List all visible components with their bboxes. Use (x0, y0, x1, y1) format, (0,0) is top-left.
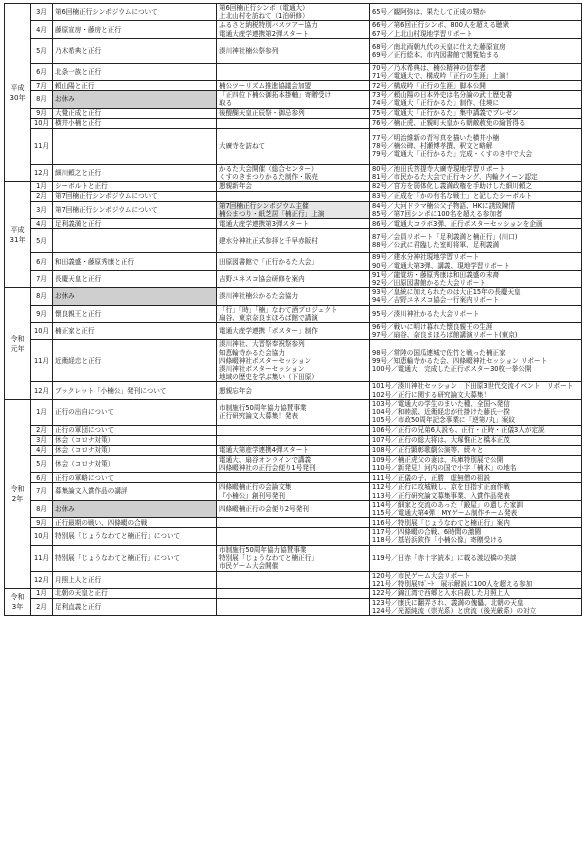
era-line: 令和 (10, 484, 25, 493)
topic-cell: 足利義満と正行 (53, 219, 217, 229)
era-cell (5, 588, 31, 615)
month-cell: 8月 (31, 288, 53, 305)
issue-cell (370, 473, 582, 483)
issue-cell (370, 598, 582, 615)
table-row (5, 4, 582, 21)
table-row (5, 571, 582, 588)
topic-cell (53, 128, 217, 164)
topic-cell: 第7回楠正行シンポジウムについて (53, 202, 217, 219)
event-cell (217, 288, 370, 305)
month-cell: 6月 (31, 63, 53, 80)
event-cell (217, 545, 370, 571)
issue-line: 66号／第6回正行シンポ、800人を超える聴衆 (372, 21, 510, 30)
table-row (5, 288, 582, 305)
topic-cell: 第6回楠正行シンポジウムについて (53, 4, 217, 21)
topic-cell: 正行の軍略について (53, 473, 217, 483)
event-cell (217, 182, 370, 192)
issue-cell (370, 399, 582, 425)
event-cell (217, 598, 370, 615)
issue-line: 98号／常陸の国瓜連城で佐竹と戦った楠正家 (372, 348, 506, 357)
issue-line: 84号／大河ドラマ楠公父子物語、HKに誘致陳情 (372, 202, 515, 211)
event-line: 知恵輪寺かるた会協力 (219, 348, 285, 357)
issue-line: 95号／湊川神社かるた大会リポート (372, 309, 480, 318)
issue-line: 65号／観阿弥は、果たして正成の甥か (372, 8, 486, 17)
issue-cell (370, 545, 582, 571)
issue-cell (370, 38, 582, 63)
month-cell: 6月 (31, 473, 53, 483)
issue-line: 119号／日赤「赤十字読本」に載る渡辺橋の美談 (372, 553, 517, 562)
issue-line: 90号／電通大第3弾、講義、現地学習リポート (372, 261, 510, 270)
issue-cell (370, 305, 582, 322)
issue-line: 89号／建水分神社現地学習リポート (372, 253, 480, 262)
event-line: 第7回楠正行シンポジウム主催 (219, 202, 309, 211)
issue-line: 121号／特別展ﾘﾎﾟｰﾄ 展示解説に100人を超える参加 (372, 579, 533, 588)
issue-cell (370, 455, 582, 472)
event-line: 四條畷神社ポスターセッション (219, 356, 312, 365)
event-cell (217, 528, 370, 545)
event-cell (217, 63, 370, 80)
event-cell (217, 571, 370, 588)
event-cell (217, 108, 370, 118)
month-cell: 9月 (31, 518, 53, 528)
topic-cell: 楠正家と正行 (53, 323, 217, 340)
issue-cell (370, 229, 582, 253)
issue-line: 120号／市民ゲーム大会リポート (372, 571, 471, 580)
table-row (5, 219, 582, 229)
month-cell: 5月 (31, 455, 53, 472)
issue-cell (370, 425, 582, 435)
event-cell (217, 399, 370, 425)
issue-line: 76号／楠正虎、正親町天皇から朝敵赦免の綸旨得る (372, 119, 526, 128)
issue-line: 118号／基岩浜欽作「小楠公像」寄贈受ける (372, 536, 504, 545)
topic-cell: 北朝の天皇と正行 (53, 588, 217, 598)
issue-line: 82号／宮方を弱体化し義満政権を手助けした細川頼之 (372, 182, 533, 191)
issue-line: 99号／知恵輪寺かるた会、四條畷神社セッション リポート (372, 356, 548, 365)
issue-line: 75号／電通大「正行かるた」集中講義でプレゼン (372, 109, 519, 118)
topic-cell: 休会（コロナ対策） (53, 435, 217, 445)
table-row (5, 483, 582, 500)
issue-line: 96号／戦いに明け暮れた懐良親王の生涯 (372, 323, 493, 332)
issue-line: 70号／乃木希典は、楠公精神の信奉者 (372, 63, 486, 72)
topic-cell: 休会（コロナ対策） (53, 445, 217, 455)
event-line: 湊川神社楠公かるた会協力 (219, 292, 299, 301)
month-cell: 2月 (31, 192, 53, 202)
event-cell (217, 21, 370, 38)
issue-line: 122号／錦江湾で西郷と入水自殺した月照上人 (372, 589, 510, 598)
event-cell (217, 340, 370, 382)
issue-line: 101号／湊川神社セッション 下田原3世代交流イベント リポート (372, 382, 574, 391)
table-row (5, 473, 582, 483)
month-cell: 9月 (31, 108, 53, 118)
issue-line: 117号／四條畷の合戦、6時間の激闘 (372, 528, 482, 537)
table-row (5, 455, 582, 472)
table-row (5, 182, 582, 192)
issue-line: 114号／細家と交流のあった「鍛屋」の遺した家訓 (372, 500, 523, 509)
topic-cell: お休み (53, 288, 217, 305)
month-cell: 4月 (31, 445, 53, 455)
event-cell (217, 270, 370, 287)
issue-line: 124号／光源純流（崇光系）と庶流（後光厳系）の対立 (372, 607, 537, 616)
event-line: 上北山村を訪ねて（1泊研修） (219, 12, 309, 21)
event-line: 吉野ユネスコ協会研修を案内 (219, 274, 305, 283)
event-line: 電通大産学連携「ポスター」制作 (219, 327, 318, 336)
table-row (5, 382, 582, 399)
issue-cell (370, 270, 582, 287)
event-line: 電通大産学連携第2弾スタート (219, 29, 309, 38)
issue-cell (370, 253, 582, 270)
event-line: 『小楠公』創刊号発刊 (219, 491, 285, 500)
era-line: 元年 (10, 344, 25, 353)
issue-line: 123号／康氏に翻弄され、義満の傀儡、北朝の天皇 (372, 598, 524, 607)
table-row (5, 108, 582, 118)
era-line: 令和 (10, 334, 25, 343)
issue-cell (370, 323, 582, 340)
topic-cell: 乃木希典と正行 (53, 38, 217, 63)
issue-line: 94号／吉野ユネスコ協会一行案内リポート (372, 296, 500, 305)
issue-line: 83号／正成を「かの有名な戦士」と記したシーボルト (372, 192, 533, 201)
topic-cell: 特別展「じょうなわてと楠正行」について (53, 545, 217, 571)
era-line: 3年 (11, 603, 24, 612)
event-cell (217, 4, 370, 21)
era-line: 平成 (10, 225, 25, 234)
month-cell: 6月 (31, 253, 53, 270)
month-cell: 10月 (31, 323, 53, 340)
month-cell: 7月 (31, 270, 53, 287)
event-line: 田原図書館で「正行かるた大会」 (219, 257, 318, 266)
table-row (5, 340, 582, 382)
event-cell (217, 202, 370, 219)
table-row (5, 588, 582, 598)
event-line: 建水分神社正式参拝と千早赤阪村 (219, 236, 318, 245)
event-cell (217, 382, 370, 399)
table-row (5, 38, 582, 63)
era-cell (5, 288, 31, 400)
issue-line: 69号／正行絵本、市内図書館で閲覧始まる (372, 50, 500, 59)
era-line: 31年 (9, 235, 26, 244)
month-cell: 12月 (31, 164, 53, 181)
month-cell: 5月 (31, 229, 53, 253)
month-cell: 8月 (31, 91, 53, 108)
era-line: 平成 (10, 83, 25, 92)
event-line: 電通大、扇谷オンラインで講義 (219, 455, 312, 464)
table-row (5, 63, 582, 80)
event-line: 懇親忘年会 (219, 386, 252, 395)
issue-line: 88号／公武に君臨した室町将軍、足利義満 (372, 240, 500, 249)
month-cell: 12月 (31, 382, 53, 399)
event-line: 取る (219, 99, 233, 108)
month-cell: 1月 (31, 399, 53, 425)
table-row (5, 192, 582, 202)
issue-line: 73号／頼山陽の日本外史は名分論の武士歴史書 (372, 91, 513, 100)
issue-line: 103号／電通大の学生のまいた種、全国へ発信 (372, 400, 510, 409)
topic-cell: 第7回楠正行シンポジウムについて (53, 192, 217, 202)
month-cell: 3月 (31, 4, 53, 21)
issue-line: 113号／正行研究論文募集事業、入賞作品発表 (372, 491, 510, 500)
topic-cell: 頼山陽と正行 (53, 81, 217, 91)
month-cell: 11月 (31, 545, 53, 571)
issue-cell (370, 91, 582, 108)
issue-line: 116号／特別展「じょうなわてと楠正行」案内 (372, 518, 510, 527)
table-row (5, 118, 582, 128)
event-line: 扇谷、東京奈良まほろば館で講演 (219, 313, 318, 322)
topic-cell: ブックレット「小楠公」発刊について (53, 382, 217, 399)
issue-line: 112号／正行に攻城戦し、京を目指す正面作戦 (372, 483, 510, 492)
event-line: 電通大第産学連携4弾スタート (219, 446, 309, 455)
issue-line: 93号／皇統に加えられたのは大正15年の長慶天皇 (372, 288, 521, 297)
event-line: 四條畷神社の正行会便り1号発刊 (219, 464, 316, 473)
event-line: 懇親新年会 (219, 182, 252, 191)
issue-line: 78号／楠公碑、村瀬博孝撰、釈文と略解 (372, 142, 493, 151)
event-line: 市制施行50周年協力協賛事業 (219, 404, 307, 413)
event-cell (217, 425, 370, 435)
topic-cell: 正行の出自について (53, 399, 217, 425)
issue-cell (370, 202, 582, 219)
issue-line: 92号／田原図書館かるた大会リポート (372, 279, 486, 288)
issue-line: 115号／電通大第4弾 MYゲーム制作チーム発表 (372, 508, 518, 517)
issue-cell (370, 483, 582, 500)
month-cell: 1月 (31, 588, 53, 598)
table-row (5, 229, 582, 253)
table-row (5, 81, 582, 91)
month-cell: 4月 (31, 219, 53, 229)
table-row (5, 253, 582, 270)
table-row (5, 500, 582, 517)
issue-line: 109号／楠正虎父の妻は、兵庫特別展で公開 (372, 455, 504, 464)
table-row (5, 202, 582, 219)
issue-line: 91号／龍覚坊・藤原秀康は和田義盛の末裔 (372, 270, 500, 279)
topic-cell: 休会（コロナ対策） (53, 455, 217, 472)
topic-cell: お休み (53, 500, 217, 517)
event-cell (217, 455, 370, 472)
table-row (5, 164, 582, 181)
issue-line: 80号／池田氏菩提寺大廣寺現地学習リポート (372, 164, 506, 173)
event-line: 第6回楠正行シンポ（電通大） (219, 4, 309, 12)
issue-cell (370, 108, 582, 118)
event-line: 四條畷楠正行の会論文集 (219, 483, 292, 492)
era-line: 30年 (9, 93, 26, 102)
month-cell: 1月 (31, 182, 53, 192)
issue-line: 81号／市民かるた大会で正行キング、内輪クイーン認定 (372, 172, 538, 181)
event-cell (217, 81, 370, 91)
issue-line: 111号／正儀の子、正勝 虚無僧の祖説 (372, 473, 491, 482)
issue-cell (370, 21, 582, 38)
issue-cell (370, 445, 582, 455)
topic-cell: 募集論文入賞作品の講評 (53, 483, 217, 500)
event-cell (217, 253, 370, 270)
issue-line: 105号／市政50周年記念事業に「逆第ﾉ丸」案紋 (372, 416, 515, 425)
topic-cell: 特別展「じょうなわてと楠正行」について (53, 528, 217, 545)
topic-cell: 藤原宣房・藤房と正行 (53, 21, 217, 38)
table-row (5, 128, 582, 164)
event-line: 「正四位下楠公御拓本掛軸」寄贈受け (219, 91, 332, 100)
month-cell: 9月 (31, 305, 53, 322)
issue-line: 85号／第7回シンポに100名を超える参加者 (372, 210, 503, 219)
issue-line: 67号／上北山村現地学習リポート (372, 29, 473, 38)
activity-schedule-table (4, 3, 582, 616)
month-cell: 3月 (31, 435, 53, 445)
topic-cell (53, 229, 217, 253)
issue-cell (370, 192, 582, 202)
issue-cell (370, 128, 582, 164)
table-row (5, 270, 582, 287)
event-cell (217, 192, 370, 202)
issue-line: 79号／電通大「正行かるた」完成・くすのき中で大会 (372, 150, 533, 159)
issue-line: 97号／扇谷、奈良まほろば館講演リポート(東京) (372, 331, 518, 340)
month-cell: 11月 (31, 128, 53, 164)
event-line: かるた大会開催（総合センター） (219, 164, 318, 173)
issue-cell (370, 182, 582, 192)
table-row (5, 528, 582, 545)
table-row (5, 598, 582, 615)
event-line: 湊川神社ポスターセッション (219, 365, 305, 374)
event-cell (217, 91, 370, 108)
issue-cell (370, 288, 582, 305)
event-line: 電通大産学連携第3弾スタート (219, 219, 309, 228)
topic-cell: 懐良親王と正行 (53, 305, 217, 322)
event-line: 楠公まつり・紙芝居「楠正行」上演 (219, 210, 325, 219)
event-line: 特別展「じょうなわてと楠正行」 (219, 553, 318, 562)
table-row (5, 518, 582, 528)
month-cell: 7月 (31, 81, 53, 91)
issue-line: 100号／電通大 完成した正行ポスター30枚一挙公開 (372, 365, 532, 374)
issue-cell (370, 500, 582, 517)
table-row (5, 399, 582, 425)
event-line: 市制施行50周年協力協賛事業 (219, 545, 307, 554)
event-line: くすのきまつりかるた制作・販売 (219, 172, 318, 181)
issue-cell (370, 435, 582, 445)
table-row (5, 435, 582, 445)
issue-cell (370, 588, 582, 598)
issue-line: 74号／電通大「正行かるた」制作、佳境に (372, 99, 500, 108)
event-line: 正行研究論文大募集！発表 (219, 412, 299, 421)
event-cell (217, 305, 370, 322)
schedule-table-body (5, 4, 582, 616)
era-cell (5, 182, 31, 288)
topic-cell: 正行最期の戦い、四條畷の合戦 (53, 518, 217, 528)
event-cell (217, 164, 370, 181)
topic-cell: 北条一族と正行 (53, 63, 217, 80)
event-line: 後醍醐天皇正辰祭・御忌参列 (219, 109, 305, 118)
issue-line: 108号／正行顕彰歌劇公演等、続々と (372, 446, 484, 455)
issue-line: 72号／構成吟「正行の生涯」脚本公開 (372, 81, 486, 90)
issue-cell (370, 118, 582, 128)
issue-line: 68号／南北両朝九代の天皇に仕えた藤原宣房 (372, 42, 506, 51)
topic-cell: 横井小楠と正行 (53, 118, 217, 128)
topic-cell: 月照上人と正行 (53, 571, 217, 588)
month-cell: 2月 (31, 425, 53, 435)
table-row (5, 323, 582, 340)
month-cell: 12月 (31, 571, 53, 588)
event-cell (217, 128, 370, 164)
month-cell: 5月 (31, 38, 53, 63)
event-line: 大廣寺を訪ねて (219, 142, 265, 151)
event-cell (217, 38, 370, 63)
event-line: 四條畷楠正行の会便り2号発刊 (219, 504, 309, 513)
topic-cell: 和田義盛・藤原秀康と正行 (53, 253, 217, 270)
event-cell (217, 435, 370, 445)
topic-cell: 長慶天皇と正行 (53, 270, 217, 287)
event-line: ふるさと納税特別バスツアー協力 (219, 21, 318, 30)
issue-cell (370, 528, 582, 545)
issue-line: 110号／新発見！河内の国で小字「楠木」の地名 (372, 464, 517, 473)
month-cell: 10月 (31, 528, 53, 545)
issue-cell (370, 382, 582, 399)
topic-cell: 足利直義と正行 (53, 598, 217, 615)
issue-line: 86号／電通大コラボ3弾、正行ポスターセッションを企画 (372, 219, 543, 228)
table-row (5, 425, 582, 435)
issue-line: 104号／和睦派、近衛経忠が仕掛けた藤氏一揆 (372, 408, 510, 417)
issue-line: 71号／電通大で、構成吟「正行の生涯」上演！ (372, 72, 513, 81)
issue-cell (370, 340, 582, 382)
issue-cell (370, 164, 582, 181)
event-line: 湊川神社、大晋祭奉祝祭参列 (219, 340, 305, 349)
month-cell: 10月 (31, 118, 53, 128)
event-line: 「行」「時」「楠」なわて酒プロジェクト (219, 305, 338, 314)
table-row (5, 21, 582, 38)
topic-cell: お休み (53, 91, 217, 108)
era-cell (5, 4, 31, 182)
topic-cell: 近衛経忠と正行 (53, 340, 217, 382)
issue-line: 106号／正行の兄弟6人説も、正行・正時・正儀3人が定説 (372, 426, 545, 435)
event-cell (217, 588, 370, 598)
event-cell (217, 445, 370, 455)
topic-cell: 大覺正成と正行 (53, 108, 217, 118)
month-cell: 11月 (31, 340, 53, 382)
month-cell: 7月 (31, 483, 53, 500)
month-cell: 2月 (31, 598, 53, 615)
event-cell (217, 500, 370, 517)
event-cell (217, 483, 370, 500)
issue-cell (370, 571, 582, 588)
table-row (5, 445, 582, 455)
issue-cell (370, 63, 582, 80)
month-cell: 4月 (31, 21, 53, 38)
issue-line: 87号／会員リポート「足利義満と楠正行」(川口) (372, 232, 518, 241)
table-row (5, 91, 582, 108)
event-line: 地域の歴史を学ぶ集い（下田原） (219, 373, 318, 382)
issue-line: 77号／明治維新の青写真を描いた横井小楠 (372, 133, 500, 142)
month-cell: 3月 (31, 202, 53, 219)
event-cell (217, 229, 370, 253)
month-cell: 8月 (31, 500, 53, 517)
topic-cell: シーボルトと正行 (53, 182, 217, 192)
topic-cell: 細川頼之と正行 (53, 164, 217, 181)
issue-line: 102号／正行に関する研究論文大募集！ (372, 390, 491, 399)
issue-cell (370, 219, 582, 229)
issue-cell (370, 518, 582, 528)
event-cell (217, 118, 370, 128)
event-cell (217, 219, 370, 229)
era-cell (5, 399, 31, 588)
event-cell (217, 323, 370, 340)
era-line: 2年 (11, 494, 24, 503)
issue-cell (370, 4, 582, 21)
topic-cell: 正行の軍団について (53, 425, 217, 435)
event-line: 楠公ツーリズム推進協議会加盟 (219, 81, 312, 90)
table-row (5, 305, 582, 322)
event-cell (217, 473, 370, 483)
era-line: 令和 (10, 593, 25, 602)
event-cell (217, 518, 370, 528)
event-line: 市民ゲーム大会開催 (219, 562, 279, 571)
schedule-table-wrapper (4, 3, 581, 616)
table-row (5, 545, 582, 571)
event-line: 湊川神社楠公祭参列 (219, 46, 279, 55)
issue-cell (370, 81, 582, 91)
issue-line: 107号／正行の総大将は、大塚惟正と橋本正茂 (372, 436, 510, 445)
